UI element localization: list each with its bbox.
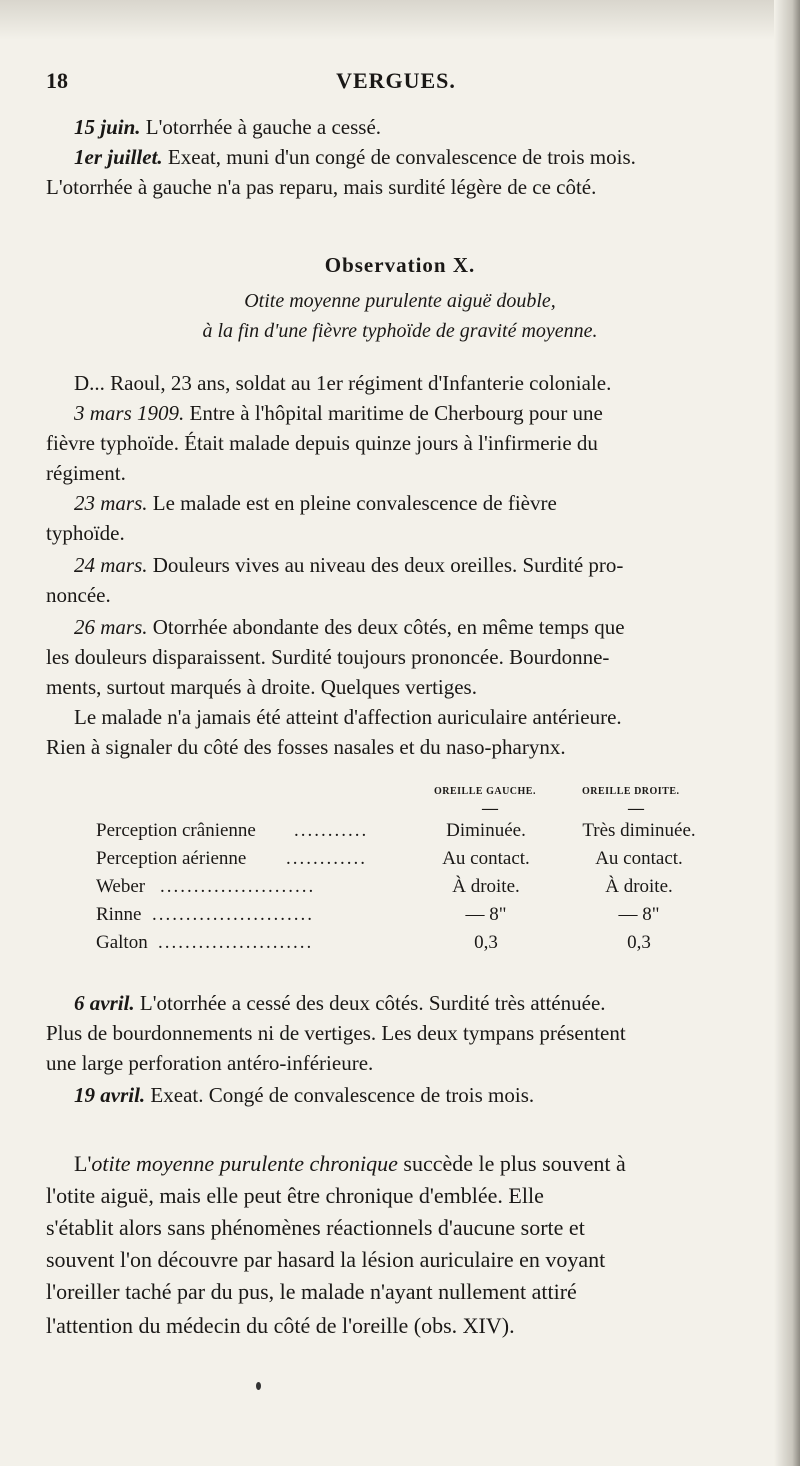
closing-line: l'oreiller taché par du pus, le malade n'ayant nullement attiré	[46, 1279, 577, 1304]
running-header	[46, 68, 746, 98]
leader-dots: ........................	[152, 904, 314, 925]
date-label: 19 avril.	[74, 1083, 146, 1107]
case-line: régiment.	[46, 461, 126, 485]
case-text: Otorrhée abondante des deux côtés, en même temps que	[147, 615, 625, 639]
row-label: Perception crânienne	[96, 820, 256, 841]
case-text: Entre à l'hôpital maritime de Cherbourg pour une	[184, 401, 603, 425]
cell-right: Très diminuée.	[582, 820, 696, 841]
closing-line	[46, 1148, 754, 1180]
row-label: Weber	[96, 876, 146, 897]
case-line: typhoïde.	[46, 521, 125, 545]
table-row	[96, 820, 736, 848]
case-line	[46, 550, 754, 581]
table-row	[96, 904, 736, 932]
case-text: D... Raoul, 23 ans, soldat au 1er régiment d'Infanterie coloniale.	[74, 371, 612, 395]
cell-right: — 8"	[618, 904, 660, 925]
case-line: noncée.	[46, 583, 111, 607]
date-label: 15 juin.	[74, 115, 141, 139]
cell-left: Diminuée.	[446, 820, 526, 841]
ink-speck	[256, 1382, 261, 1390]
case-line	[46, 368, 754, 399]
leader-dots: ............	[286, 848, 367, 869]
leader-dots: ...........	[294, 820, 369, 841]
case-text: Le malade n'a jamais été atteint d'affection auriculaire antérieure.	[74, 705, 622, 729]
cell-right: 0,3	[627, 932, 651, 953]
date-label: 1er juillet.	[74, 145, 163, 169]
leader-dots: .......................	[160, 876, 316, 897]
column-dash-right: —	[628, 800, 644, 817]
paragraph-1er-juillet	[46, 142, 754, 173]
date-label: 6 avril.	[74, 991, 135, 1015]
paragraph-text: L'otorrhée à gauche a cessé.	[140, 115, 382, 139]
paragraph-text: Exeat. Congé de convalescence de trois mois.	[145, 1083, 535, 1107]
paragraph-text: Exeat, muni d'un congé de convalescence de trois mois.	[162, 145, 636, 169]
running-title: VERGUES.	[336, 68, 456, 93]
case-line: fièvre typhoïde. Était malade depuis quinze jours à l'infirmerie du	[46, 431, 598, 455]
case-text: Le malade est en pleine convalescence de fièvre	[147, 491, 557, 515]
cell-left: — 8"	[465, 904, 507, 925]
case-text: Douleurs vives au niveau des deux oreilles. Surdité pro-	[147, 553, 624, 577]
observation-subtitle-1: Otite moyenne purulente aiguë double,	[244, 290, 556, 312]
paragraph-line: Plus de bourdonnements ni de vertiges. Les deux tympans présentent	[46, 1021, 626, 1045]
closing-line: l'attention du médecin du côté de l'oreille (obs. XIV).	[46, 1313, 515, 1338]
column-header-left: OREILLE GAUCHE.	[434, 786, 536, 797]
page-number: 18	[46, 68, 68, 93]
date-label: 23 mars.	[74, 491, 148, 515]
case-line	[46, 612, 754, 643]
cell-left: Au contact.	[442, 848, 530, 869]
row-label: Galton	[96, 932, 148, 953]
case-line: les douleurs disparaissent. Surdité toujours prononcée. Bourdonne-	[46, 645, 610, 669]
closing-line: souvent l'on découvre par hasard la lésion auriculaire en voyant	[46, 1247, 606, 1272]
paragraph-6-avril	[46, 988, 754, 1019]
paragraph-text: L'otorrhée a cessé des deux côtés. Surdité très atténuée.	[134, 991, 606, 1015]
column-dash-left: —	[482, 800, 498, 817]
date-label: 3 mars 1909.	[74, 401, 185, 425]
date-label: 26 mars.	[74, 615, 148, 639]
closing-line: s'établit alors sans phénomènes réactionnels d'aucune sorte et	[46, 1215, 585, 1240]
cell-right: Au contact.	[595, 848, 683, 869]
cell-right: À droite.	[605, 876, 673, 897]
case-line	[46, 398, 754, 429]
case-line	[46, 702, 754, 733]
closing-text: succède le plus souvent à	[397, 1151, 626, 1176]
observation-title: Observation X.	[324, 253, 476, 277]
table-row	[96, 932, 736, 960]
closing-text: L'	[74, 1151, 92, 1176]
cell-left: 0,3	[474, 932, 498, 953]
page-edge-shadow	[0, 0, 800, 40]
case-line: ments, surtout marqués à droite. Quelques vertiges.	[46, 675, 477, 699]
paragraph-line: L'otorrhée à gauche n'a pas reparu, mais surdité légère de ce côté.	[46, 175, 597, 199]
column-header-right: OREILLE DROITE.	[582, 786, 680, 797]
date-label: 24 mars.	[74, 553, 148, 577]
leader-dots: .......................	[158, 932, 314, 953]
paragraph-19-avril	[46, 1080, 754, 1111]
table-row	[96, 876, 736, 904]
cell-left: À droite.	[452, 876, 520, 897]
closing-italic: otite moyenne purulente chronique	[91, 1151, 398, 1176]
closing-line: l'otite aiguë, mais elle peut être chronique d'emblée. Elle	[46, 1183, 544, 1208]
paragraph-line: une large perforation antéro-inférieure.	[46, 1051, 374, 1075]
observation-subtitle-2: à la fin d'une fièvre typhoïde de gravité moyenne.	[202, 320, 598, 342]
table-row	[96, 848, 736, 876]
case-line	[46, 488, 754, 519]
row-label: Rinne	[96, 904, 142, 925]
case-line: Rien à signaler du côté des fosses nasales et du naso-pharynx.	[46, 735, 566, 759]
paragraph-15-juin	[46, 112, 754, 143]
page-gutter-shadow	[774, 0, 800, 1466]
row-label: Perception aérienne	[96, 848, 247, 869]
